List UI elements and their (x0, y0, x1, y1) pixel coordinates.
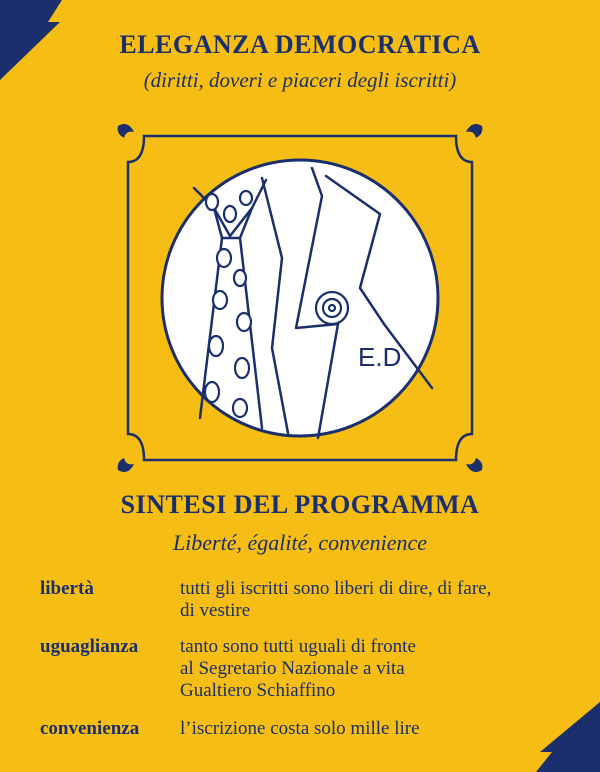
programme-description: l’iscrizione costa solo mille lire (180, 718, 420, 739)
programme-description: tanto sono tutti uguali di fronte al Segretario Nazionale a vita Gualtiero Schiaffino (180, 636, 416, 701)
page-title: ELEGANZA DEMOCRATICA (119, 30, 481, 59)
monogram: E.D (358, 342, 402, 372)
page-subtitle: (diritti, doveri e piaceri degli iscritti) (143, 68, 457, 92)
programme-description: tutti gli iscritti sono liberi di dire, di fare, di vestire (180, 578, 492, 621)
programme-title: SINTESI DEL PROGRAMMA (120, 490, 480, 519)
programme-term: convenienza (40, 718, 140, 739)
programme-term: uguaglianza (40, 636, 139, 657)
tie-and-jacket-illustration (112, 118, 488, 478)
programme-motto: Liberté, égalité, convenience (172, 530, 428, 555)
programme-term: libertà (40, 578, 94, 599)
lapel-flower-icon (316, 292, 348, 324)
